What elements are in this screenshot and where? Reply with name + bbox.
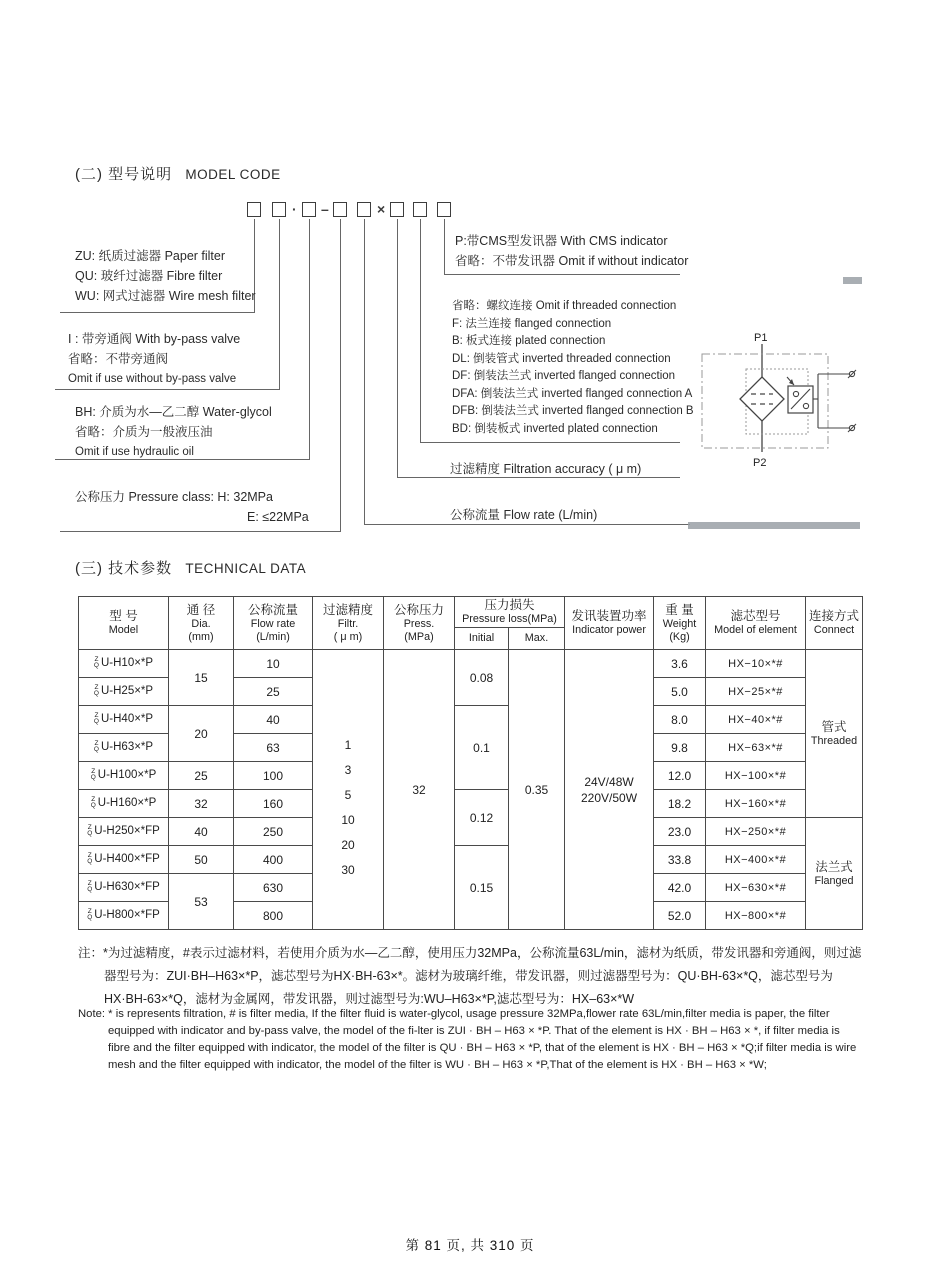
cell-flow: 250 <box>234 818 313 846</box>
col-header-dia: 通 径 Dia. (mm) <box>169 597 234 650</box>
cell-dia: 50 <box>169 846 234 874</box>
filter-symbol <box>740 377 784 421</box>
model-code-section-title <box>75 163 281 184</box>
leader-line-box4 <box>340 219 341 532</box>
col-header-connect: 连接方式 Connect <box>806 597 863 650</box>
leader-line-box5 <box>364 219 365 525</box>
cell-model: Z Q U-H40×*P <box>79 706 169 734</box>
cell-weight: 23.0 <box>654 818 706 846</box>
model-code-title-zh: (二) 型号说明 <box>75 166 173 183</box>
note-chinese-text: *为过滤精度，#表示过滤材料，若使用介质为水—乙二醇，使用压力32MPa，公称流量63L/min，滤材为纸质，带发讯器和旁通阀，则过滤器型号为：ZUI·BH–H63×*P，滤芯型号为HX·BH-63×*。滤材为玻璃纤维，带发讯器，则过滤器型号为：QU·BH-63×*Q，滤芯型号为HX·BH-63×*Q，滤材为金属网，带发讯器，则过滤型号为:WU–H63×*P,滤芯型号为：HX–63×*W <box>103 946 862 1006</box>
col-header-press: 公称压力 Press. (MPa) <box>384 597 455 650</box>
table-row <box>79 846 863 874</box>
technical-data-title-zh: (三) 技术参数 <box>75 560 173 577</box>
label-filtration-line: 过滤精度 Filtration accuracy ( μ m) <box>450 462 642 476</box>
label-bypass-valve <box>68 329 240 389</box>
label-bypass-line1: I : 带旁通阀 With by-pass valve <box>68 332 241 346</box>
cell-model: Z Q U-H100×*P <box>79 762 169 790</box>
label-pressure-line1: 公称压力 Pressure class: H: 32MPa <box>75 490 273 504</box>
model-code-box-7 <box>413 202 427 217</box>
note-english-label: Note: <box>78 1008 106 1020</box>
connection-type-line2: F: 法兰连接 flanged connection <box>452 317 612 330</box>
cell-flow: 160 <box>234 790 313 818</box>
model-code-box-3 <box>302 202 316 217</box>
connection-type-line1: 省略：螺纹连接 Omit if threaded connection <box>452 300 677 312</box>
leader-line-box3 <box>309 219 310 460</box>
cell-weight: 3.6 <box>654 650 706 678</box>
cell-initial: 0.08 <box>455 650 509 706</box>
connection-type-line5: DF: 倒装法兰式 inverted flanged connection <box>452 370 676 382</box>
col-header-element: 滤芯型号 Model of element <box>706 597 806 650</box>
label-indicator-line2: 省略：不带发讯器 Omit if without indicator <box>455 254 689 268</box>
label-filtration-accuracy <box>450 459 641 479</box>
cell-model: Z Q U-H160×*P <box>79 790 169 818</box>
label-filter-type <box>75 246 256 306</box>
col-header-filtr: 过滤精度 Filtr. ( μ m) <box>313 597 384 650</box>
gray-bar-bottom <box>688 522 860 529</box>
cell-flow: 40 <box>234 706 313 734</box>
cell-dia: 32 <box>169 790 234 818</box>
cell-weight: 33.8 <box>654 846 706 874</box>
cell-element: HX−40×*# <box>706 706 806 734</box>
cell-element: HX−250×*# <box>706 818 806 846</box>
cell-weight: 42.0 <box>654 874 706 902</box>
cell-weight: 8.0 <box>654 706 706 734</box>
model-code-box-1 <box>247 202 261 217</box>
cell-flow: 100 <box>234 762 313 790</box>
cell-model: Z Q U-H25×*P <box>79 678 169 706</box>
cell-indicator-power: 24V/48W 220V/50W <box>565 650 654 930</box>
underline-filter-type <box>60 312 255 313</box>
note-chinese-label: 注： <box>78 946 104 960</box>
schematic-port-p2: P2 <box>753 457 767 468</box>
cell-dia: 53 <box>169 874 234 930</box>
schematic-port-p1: P1 <box>754 332 768 344</box>
cell-flow: 63 <box>234 734 313 762</box>
cell-flow: 400 <box>234 846 313 874</box>
terminal-icon <box>848 370 856 378</box>
label-connection-types <box>452 298 694 438</box>
technical-data-table <box>78 596 863 930</box>
underline-connection <box>420 442 680 443</box>
table-row <box>79 706 863 734</box>
cell-element: HX−63×*# <box>706 734 806 762</box>
label-medium-line1: BH: 介质为水—乙二醇 Water-glycol <box>75 405 272 419</box>
cell-element: HX−630×*# <box>706 874 806 902</box>
label-filter-type-line2: QU: 玻纤过滤器 Fibre filter <box>75 269 223 283</box>
connection-type-line3: B: 板式连接 plated connection <box>452 335 606 347</box>
cell-initial: 0.12 <box>455 790 509 846</box>
label-medium-line3: Omit if use hydraulic oil <box>75 446 194 458</box>
label-flow-rate <box>450 505 597 525</box>
cell-initial: 0.15 <box>455 846 509 930</box>
technical-data-title-en: TECHNICAL DATA <box>185 561 307 576</box>
leader-line-box7 <box>420 219 421 443</box>
label-pressure-line2: E: ≤22MPa <box>247 510 309 524</box>
gray-bar-top <box>843 277 862 284</box>
model-code-title-en: MODEL CODE <box>185 167 281 182</box>
leader-line-box6 <box>397 219 398 478</box>
col-header-initial: Initial <box>455 628 509 650</box>
cell-weight: 18.2 <box>654 790 706 818</box>
cell-weight: 5.0 <box>654 678 706 706</box>
filter-schematic <box>690 328 870 468</box>
terminal-icon <box>848 424 856 432</box>
col-header-max: Max. <box>509 628 565 650</box>
cell-model: Z Q U-H400×*FP <box>79 846 169 874</box>
cell-weight: 9.8 <box>654 734 706 762</box>
col-header-flow: 公称流量 Flow rate (L/min) <box>234 597 313 650</box>
label-bypass-line3: Omit if use without by-pass valve <box>68 373 237 385</box>
model-code-separator-times: × <box>377 201 386 217</box>
cell-model: Z Q U-H10×*P <box>79 650 169 678</box>
underline-indicator <box>444 274 680 275</box>
model-code-box-6 <box>390 202 404 217</box>
cell-flow: 630 <box>234 874 313 902</box>
col-header-indicator-power: 发讯装置功率 Indicator power <box>565 597 654 650</box>
table-row <box>79 790 863 818</box>
note-english-text: * is represents filtration, # is filter media, If the filter fluid is water-glycol, usage pressure 32MPa,flower rate 63L/min,filter media is paper, the filter equipped with indicator and by-pass valve, the model of the fi-lter is ZUI · BH – H63 × *P. That of the element is HX · BH – H63 × *, if filter media is fibre and the filter equipped with indicator, the model of the filter is QU · BH – H63 × *P, that of the element is HX · BH – H63 × *Q;if filter media is wire mesh and the filter equipped with indicator, the model of the filter is WU · BH – H63 × *P,That of the element is HX · BH – H63 × *W; <box>108 1008 857 1071</box>
model-code-box-5 <box>357 202 371 217</box>
underline-medium <box>55 459 310 460</box>
col-header-pressure-loss: 压力损失 Pressure loss(MPa) <box>455 597 565 628</box>
col-header-model: 型 号 Model <box>79 597 169 650</box>
cell-element: HX−25×*# <box>706 678 806 706</box>
note-english <box>78 1006 864 1074</box>
leader-line-box8 <box>444 219 445 275</box>
model-code-separator-dot: · <box>292 201 297 217</box>
cell-dia: 20 <box>169 706 234 762</box>
cell-model: Z Q U-H630×*FP <box>79 874 169 902</box>
cell-weight: 12.0 <box>654 762 706 790</box>
pressure-switch-symbol <box>787 377 813 413</box>
cell-weight: 52.0 <box>654 902 706 930</box>
model-code-box-8 <box>437 202 451 217</box>
cell-press: 32 <box>384 650 455 930</box>
cell-filtr: 1 3 5 10 20 30 <box>313 650 384 930</box>
cell-initial: 0.1 <box>455 706 509 790</box>
label-indicator-line1: P:带CMS型发讯器 With CMS indicator <box>455 234 668 248</box>
underline-bypass <box>55 389 280 390</box>
cell-flow: 25 <box>234 678 313 706</box>
model-code-box-4 <box>333 202 347 217</box>
label-indicator <box>455 231 688 271</box>
model-code-box-2 <box>272 202 286 217</box>
cell-element: HX−800×*# <box>706 902 806 930</box>
label-bypass-line2: 省略：不带旁通阀 <box>68 352 169 366</box>
label-medium-line2: 省略：介质为一般液压油 <box>75 425 213 439</box>
connection-type-line8: BD: 倒装板式 inverted plated connection <box>452 422 658 435</box>
underline-pressure-class <box>60 531 341 532</box>
cell-dia: 40 <box>169 818 234 846</box>
page-footer: 第 81 页, 共 310 页 <box>405 1238 535 1253</box>
label-medium <box>75 402 272 462</box>
connection-type-line7: DFB: 倒装法兰式 inverted flanged connection B <box>452 405 694 417</box>
cell-element: HX−10×*# <box>706 650 806 678</box>
cell-dia: 25 <box>169 762 234 790</box>
cell-connect-flanged: 法兰式 Flanged <box>806 818 863 930</box>
connection-type-line6: DFA: 倒装法兰式 inverted flanged connection A <box>452 387 693 400</box>
underline-filtration <box>397 477 680 478</box>
table-row <box>79 650 863 678</box>
col-header-weight: 重 量 Weight (Kg) <box>654 597 706 650</box>
cell-flow: 800 <box>234 902 313 930</box>
label-flow-line: 公称流量 Flow rate (L/min) <box>450 508 598 522</box>
technical-data-section-title <box>75 557 306 578</box>
cell-model: Z Q U-H800×*FP <box>79 902 169 930</box>
connection-type-line4: DL: 倒装管式 inverted threaded connection <box>452 352 671 365</box>
cell-model: Z Q U-H63×*P <box>79 734 169 762</box>
cell-element: HX−160×*# <box>706 790 806 818</box>
note-chinese <box>78 942 864 1011</box>
cell-element: HX−400×*# <box>706 846 806 874</box>
cell-connect-threaded: 管式 Threaded <box>806 650 863 818</box>
label-filter-type-line1: ZU: 纸质过滤器 Paper filter <box>75 249 226 263</box>
label-pressure-class <box>75 487 309 527</box>
leader-line-box2 <box>279 219 280 390</box>
label-filter-type-line3: WU: 网式过滤器 Wire mesh filter <box>75 289 256 303</box>
model-code-separator-dash: – <box>321 201 329 217</box>
cell-model: Z Q U-H250×*FP <box>79 818 169 846</box>
cell-max: 0.35 <box>509 650 565 930</box>
cell-dia: 15 <box>169 650 234 706</box>
cell-element: HX−100×*# <box>706 762 806 790</box>
underline-flow <box>364 524 690 525</box>
cell-flow: 10 <box>234 650 313 678</box>
